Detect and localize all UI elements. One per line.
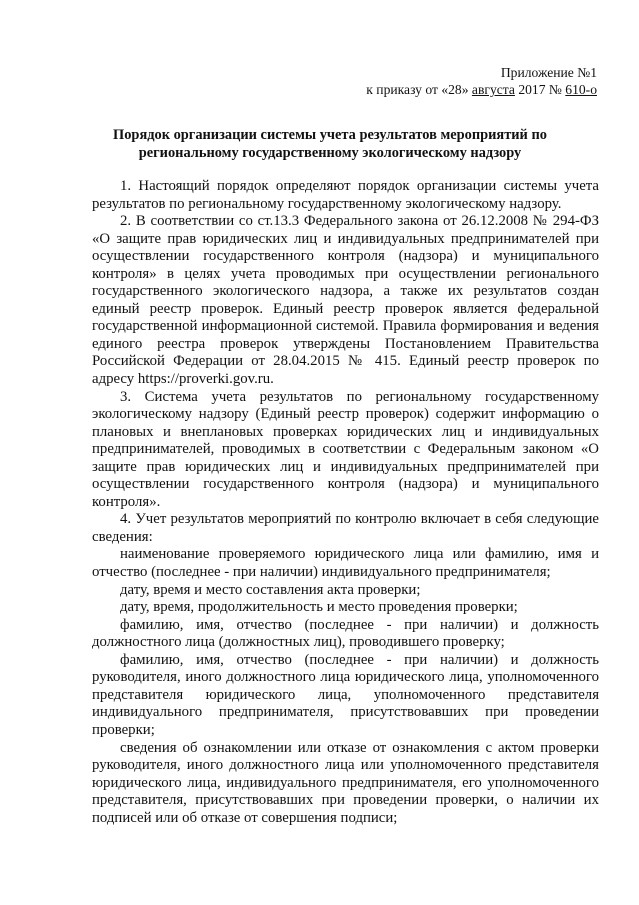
- order-number: 610-о: [565, 82, 597, 97]
- paragraph-2: 2. В соответствии со ст.13.3 Федерального закона от 26.12.2008 № 294-ФЗ «О защите прав юридических лиц и индивидуальных предпринимателей при осуществлении государственного контроля (надзора) и муниципального контроля» в целях учета проводимых при осуществлении регионального государственного экологического надзора, а также их результатов создан единый реестр проверок. Единый реестр проверок является федеральной государственной информационной системой. Правила формирования и ведения единого реестра проверок утверждены Постановлением Правительства Российской Федерации от 28.04.2015 № 415. Единый реестр проверок по адресу https://proverki.gov.ru.: [92, 213, 599, 388]
- list-item-act-date: дату, время и место составления акта проверки;: [120, 581, 421, 598]
- document-title: [70, 126, 590, 162]
- title-line-2: региональному государственному экологическому надзору: [138, 145, 522, 161]
- list-item-inspector: фамилию, имя, отчество (последнее - при наличии) и должность должностного лица (должностных лиц), проводившего проверку;: [92, 616, 599, 651]
- appendix-label: Приложение №1: [500, 65, 597, 80]
- order-reference: [297, 81, 597, 98]
- order-month: августа: [471, 82, 515, 97]
- paragraph-3: 3. Система учета результатов по региональному государственному экологическому надзору (Единый реестр проверок) содержит информацию о плановых и внеплановых проверках юридических лиц и индивидуальных предпринимателей, проводимых в соответствии с Федеральным законом «О защите прав юридических лиц и индивидуальных предпринимателей при осуществлении государственного контроля (надзора) и муниципального контроля».: [92, 388, 599, 510]
- list-item-inspection-date: дату, время, продолжительность и место проведения проверки;: [120, 599, 518, 616]
- paragraph-1: 1. Настоящий порядок определяют порядок организации системы учета результатов по региональному государственному экологическому надзору.: [92, 178, 599, 212]
- list-item-acknowledgement: сведения об ознакомлении или отказе от ознакомления с актом проверки руководителя, иного должностного лица или уполномоченного представителя юридического лица, индивидуального предпринимателя, его уполномоченного представителя, присутствовавших при проведении проверки, о наличии их подписей или об отказе от совершения подписи;: [92, 739, 599, 826]
- order-prefix: к приказу от «28»: [366, 82, 469, 97]
- paragraph-4: 4. Учет результатов мероприятий по контролю включает в себя следующие сведения:: [92, 511, 599, 545]
- list-item-present-persons: фамилию, имя, отчество (последнее - при наличии) и должность руководителя, иного должностного лица юридического лица, уполномоченного представителя юридического лица, уполномоченного представителя индивидуального предпринимателя, присутствовавших при проведении проверки;: [92, 651, 599, 738]
- title-line-1: Порядок организации системы учета результатов мероприятий по: [113, 127, 547, 143]
- appendix-header: [297, 64, 597, 98]
- order-year: 2017 №: [514, 82, 566, 97]
- document-body: [92, 178, 599, 827]
- list-item-organization-name: наименование проверяемого юридического лица или фамилию, имя и отчество (последнее - при наличии) индивидуального предпринимателя;: [92, 546, 599, 581]
